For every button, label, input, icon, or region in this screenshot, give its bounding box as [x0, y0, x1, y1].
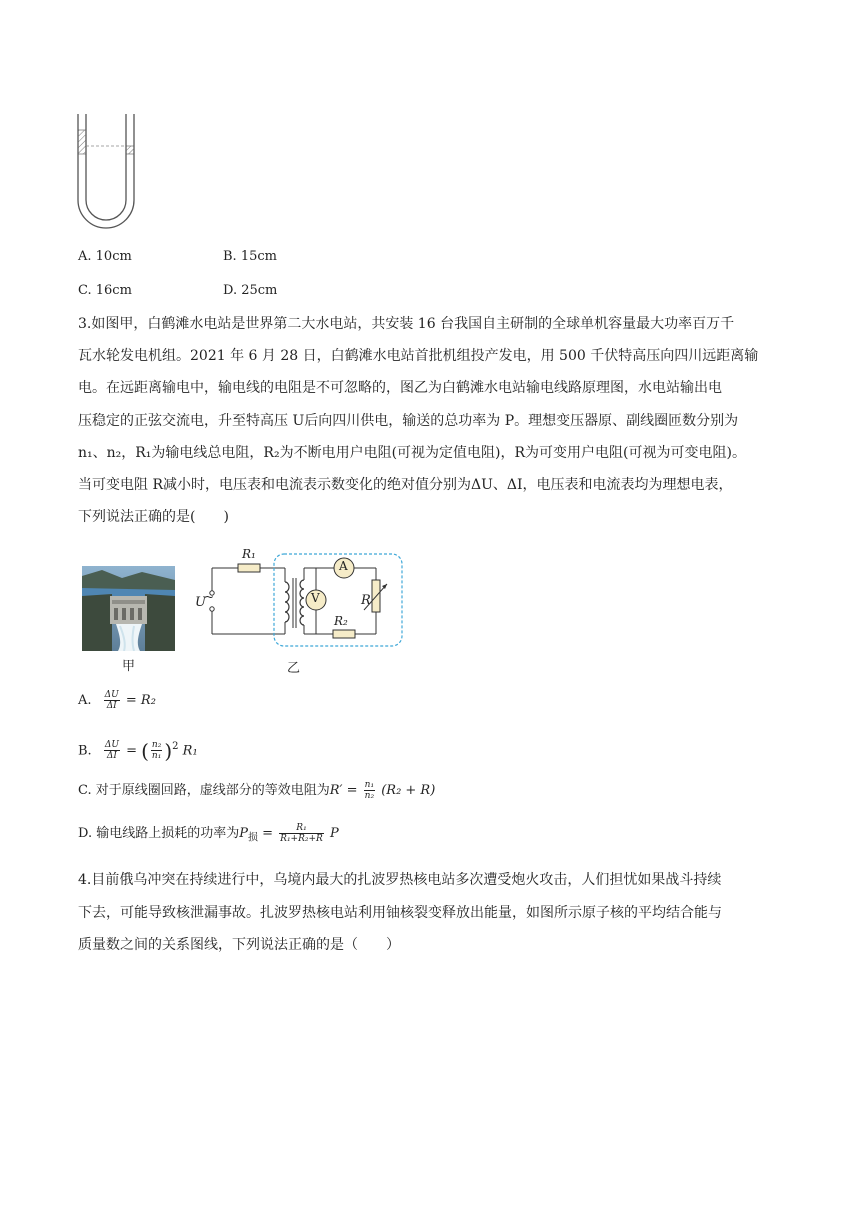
- figure-label-jia: 甲: [122, 659, 136, 674]
- frac-den: n₁: [151, 751, 162, 762]
- option-a-tail: = R₂: [125, 693, 156, 708]
- frac-num: ΔU: [104, 690, 119, 700]
- label-r2: R₂: [334, 614, 348, 628]
- frac-den: n₂: [364, 791, 375, 801]
- q3-line-7: 下列说法正确的是( ): [78, 509, 229, 525]
- option-c-tail: (R₂ + R): [381, 783, 436, 798]
- label-u: U: [195, 595, 206, 610]
- option-d-tail: P: [329, 826, 339, 841]
- q3-line-3: 电。在远距离输电中，输电线的电阻是不可忽略的，图乙为白鹤滩水电站输电线路原理图，水电站输出电: [78, 380, 722, 396]
- option-d-text: D. 输电线路上损耗的功率为: [78, 826, 240, 841]
- q4-line-2: 下去，可能导致核泄漏事故。扎波罗热核电站利用铀核裂变释放出能量，如图所示原子核的平均结合能与: [78, 905, 722, 921]
- frac-num: n₁: [364, 780, 375, 790]
- frac-du-di: [104, 690, 120, 711]
- q3-option-b: B. $\frac{\Delta U}{\Delta I}$ = ( $\frac{\text{n₂}}{\text{n₁}}$ )$^2$ R₁: [78, 738, 198, 763]
- frac-n1-n2: [364, 780, 375, 801]
- q3-line-4: 压稳定的正弦交流电，升至特高压 U后向四川供电，输送的总功率为 P。理想变压器原、副线圈匝数分别为: [78, 413, 739, 429]
- q3-option-c: C. 对于原线圈回路，虚线部分的等效电阻为R′ = $\frac{\text{n₁}}{\text{n₂}}$ (R₂ + R): [78, 780, 436, 801]
- option-b-prefix: B.: [78, 743, 92, 759]
- frac-r1-sum: [279, 823, 324, 844]
- ammeter-label: A: [339, 559, 348, 573]
- frac-num: ΔU: [104, 740, 119, 751]
- q2-option-a: A. 10cm: [78, 249, 132, 264]
- q4-line-3: 质量数之间的关系图线，下列说法正确的是（ ）: [78, 937, 400, 953]
- frac-num: R₁: [279, 823, 324, 834]
- dam-photo: [82, 566, 175, 651]
- u-tube-figure: [74, 112, 140, 232]
- option-c-text: C. 对于原线圈回路，虚线部分的等效电阻为: [78, 783, 330, 798]
- frac-num: n₂: [151, 740, 162, 751]
- frac-n2-n1: [151, 740, 162, 761]
- q2-option-d: D. 25cm: [223, 283, 278, 298]
- figure-label-yi: 乙: [287, 661, 301, 676]
- frac-den: ΔI: [106, 701, 117, 711]
- q2-option-b: B. 15cm: [223, 249, 277, 264]
- q3-line-5: n₁、n₂，R₁为输电线总电阻，R₂为不断电用户电阻(可视为定值电阻)，R为可变用户电阻(可视为可变电阻)。: [78, 445, 746, 461]
- q3-line-6: 当可变电阻 R减小时，电压表和电流表示数变化的绝对值分别为ΔU、ΔI，电压表和电流表均为理想电表，: [78, 477, 733, 493]
- label-tilde: ~: [204, 590, 215, 604]
- option-d-sub: 损: [247, 832, 258, 844]
- label-r: R: [361, 593, 371, 608]
- frac-den: ΔI: [106, 751, 117, 762]
- circuit-diagram: [190, 548, 410, 654]
- frac-du-di-b: [104, 740, 120, 761]
- label-r1: R₁: [242, 547, 256, 561]
- q3-option-a: [78, 690, 156, 711]
- q3-option-d: D. 输电线路上损耗的功率为$P_损$ = $\frac{\text{R₁}}{\text{R₁+R₂+R}}$ P: [78, 823, 339, 844]
- q4-line-1: 4.目前俄乌冲突在持续进行中，乌境内最大的扎波罗热核电站多次遭受炮火攻击，人们担忧如果战斗持续: [78, 872, 722, 888]
- q3-line-2: 瓦水轮发电机组。2021 年 6 月 28 日，白鹤滩水电站首批机组投产发电，用 500 千伏特高压向四川远距离输: [78, 348, 759, 364]
- q2-option-c: C. 16cm: [78, 283, 132, 298]
- voltmeter-label: V: [311, 591, 320, 605]
- option-b-tail: R₁: [182, 743, 198, 759]
- option-d-p: P: [239, 826, 248, 841]
- option-a-prefix: A.: [78, 693, 92, 708]
- frac-den: R₁+R₂+R: [280, 834, 323, 844]
- q3-line-1: 3.如图甲，白鹤滩水电站是世界第二大水电站，共安装 16 台我国自主研制的全球单机容量最大功率百万千: [78, 316, 735, 332]
